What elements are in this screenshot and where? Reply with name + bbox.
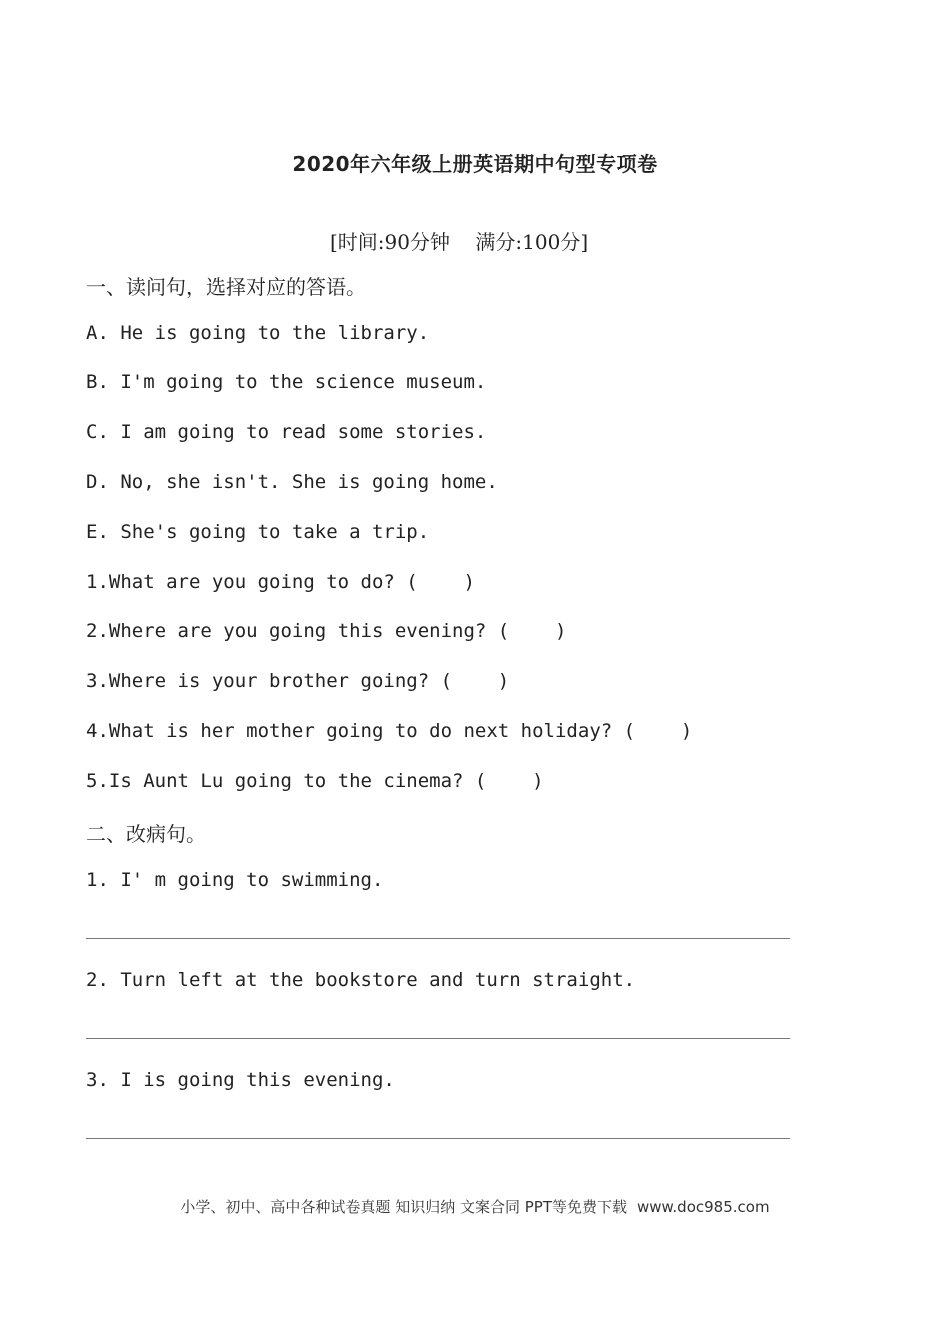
option-b: B. I'm going to the science museum. — [86, 371, 487, 393]
option-c: C. I am going to read some stories. — [86, 421, 487, 443]
question-3: 3.Where is your brother going? ( ) — [86, 670, 510, 692]
option-a: A. He is going to the library. — [86, 322, 430, 344]
answer-line-1 — [86, 938, 790, 939]
correction-item-2: 2. Turn left at the bookstore and turn straight. — [86, 969, 636, 991]
correction-item-1: 1. I' m going to swimming. — [86, 869, 384, 891]
answer-line-2 — [86, 1038, 790, 1039]
section2-heading: 二、改病句。 — [86, 822, 206, 846]
option-e: E. She's going to take a trip. — [86, 521, 430, 543]
exam-meta: [时间:90分钟 满分:100分] — [330, 230, 589, 254]
page-title: 2020年六年级上册英语期中句型专项卷 — [292, 152, 658, 176]
footer — [0, 1196, 950, 1217]
option-d: D. No, she isn't. She is going home. — [86, 471, 498, 493]
question-2: 2.Where are you going this evening? ( ) — [86, 620, 567, 642]
question-5: 5.Is Aunt Lu going to the cinema? ( ) — [86, 770, 544, 792]
answer-line-3 — [86, 1138, 790, 1139]
footer-url: www.doc985.com — [636, 1198, 770, 1216]
section1-heading: 一、读问句，选择对应的答语。 — [86, 275, 366, 299]
question-1: 1.What are you going to do? ( ) — [86, 571, 475, 593]
question-4: 4.What is her mother going to do next holiday? ( ) — [86, 720, 693, 742]
correction-item-3: 3. I is going this evening. — [86, 1069, 395, 1091]
footer-text: 小学、初中、高中各种试卷真题 知识归纳 文案合同 PPT等免费下载 — [180, 1198, 627, 1216]
